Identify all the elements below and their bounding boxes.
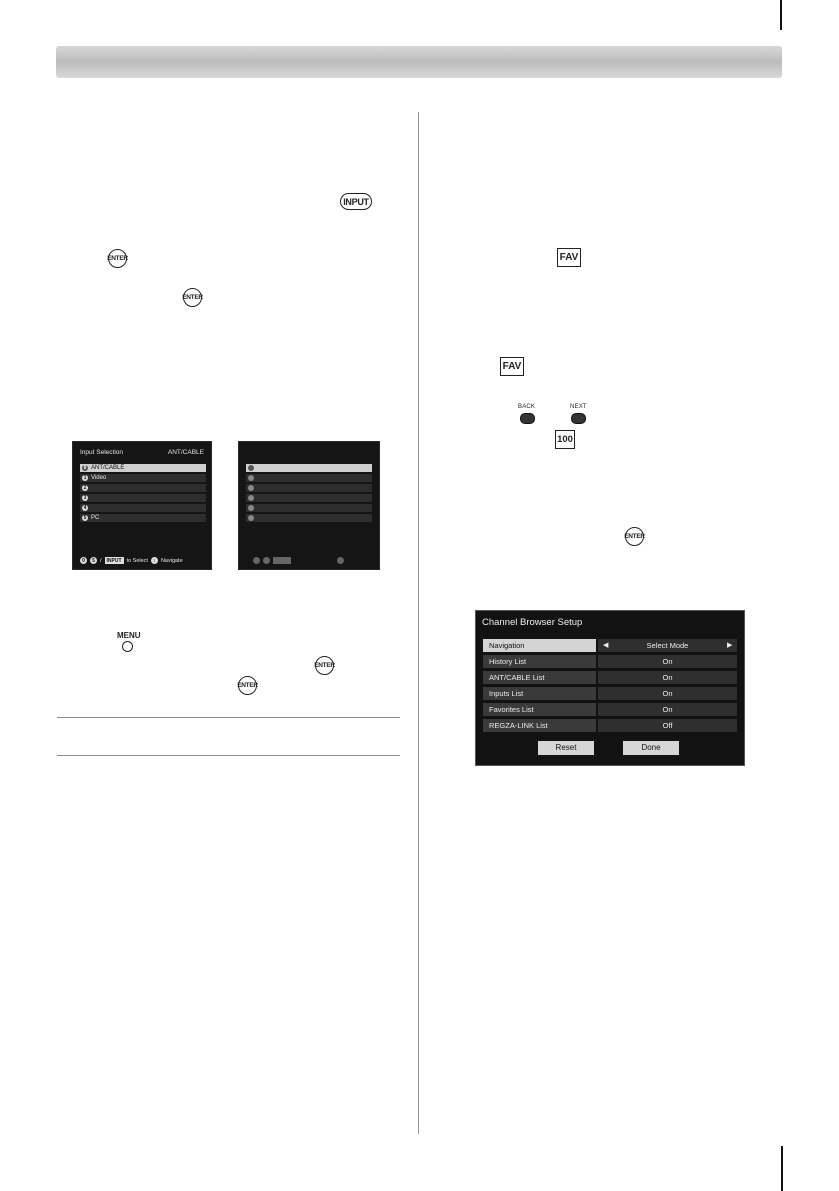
key-5-icon: 5 — [90, 557, 97, 564]
menu-button-icon — [122, 641, 133, 652]
fav-button-icon: FAV — [500, 357, 524, 376]
input-item[interactable] — [246, 504, 372, 512]
input-selection-screen-alt — [238, 441, 380, 570]
footer-navigate-text: Navigate — [160, 557, 183, 564]
screen-footer — [253, 557, 344, 564]
input-item[interactable] — [246, 464, 372, 472]
cbs-row-label: Navigation — [483, 639, 596, 652]
cbs-row-label: REGZA-LINK List — [483, 719, 596, 732]
input-button-icon: INPUT — [340, 193, 372, 210]
input-item[interactable] — [246, 474, 372, 482]
input-number: 4 — [83, 504, 87, 511]
input-number: 0 — [83, 464, 87, 471]
input-item[interactable] — [80, 514, 206, 522]
page-edge-mark — [781, 1146, 783, 1191]
fav-button-icon: FAV — [557, 248, 581, 267]
input-selection-screen — [72, 441, 212, 570]
page-header-bar — [56, 46, 782, 78]
cbs-row-label: ANT/CABLE List — [483, 671, 596, 684]
input-item[interactable] — [80, 494, 206, 502]
crop-mark — [780, 0, 782, 30]
cbs-row-value: Off — [598, 719, 737, 732]
input-label: Video — [91, 475, 107, 481]
input-marker — [248, 505, 254, 511]
done-button[interactable]: Done — [623, 741, 679, 755]
input-number: 5 — [83, 514, 87, 521]
left-arrow-icon[interactable]: ◀ — [603, 642, 609, 649]
input-marker — [248, 475, 254, 481]
cbs-row-label: Favorites List — [483, 703, 596, 716]
input-marker — [248, 465, 254, 471]
cbs-row-value: On — [598, 671, 737, 684]
next-label: NEXT — [570, 404, 587, 410]
cbs-row-label: History List — [483, 655, 596, 668]
cbs-row-regza-link[interactable] — [483, 719, 737, 732]
cbs-row-antcable[interactable] — [483, 671, 737, 684]
screen-title: Input Selection — [80, 449, 124, 456]
cbs-row-value: On — [598, 687, 737, 700]
input-item[interactable] — [80, 504, 206, 512]
channel-browser-setup-screen — [475, 610, 745, 766]
cbs-title: Channel Browser Setup — [482, 617, 583, 628]
input-item[interactable] — [80, 464, 206, 472]
navigate-arrows-icon: ↕ — [151, 557, 158, 564]
rule-top — [57, 717, 400, 718]
footer-separator: / — [100, 557, 102, 564]
input-item[interactable] — [80, 474, 206, 482]
cbs-row-inputs[interactable] — [483, 687, 737, 700]
cbs-row-favorites[interactable] — [483, 703, 737, 716]
key-icon — [273, 557, 291, 564]
key-icon — [263, 557, 270, 564]
input-item[interactable] — [246, 514, 372, 522]
input-item[interactable] — [246, 494, 372, 502]
cbs-row-label: Inputs List — [483, 687, 596, 700]
rule-bottom — [57, 755, 400, 756]
footer-select-text: to Select — [126, 557, 148, 564]
enter-button-icon: ENTER — [183, 288, 202, 307]
input-marker — [248, 495, 254, 501]
cbs-row-navigation[interactable] — [483, 639, 737, 652]
back-label: BACK — [518, 404, 536, 410]
key-icon — [253, 557, 260, 564]
input-key-icon: INPUT — [106, 557, 122, 564]
reset-button[interactable]: Reset — [538, 741, 594, 755]
enter-button-icon: ENTER — [108, 249, 127, 268]
current-input: ANT/CABLE — [167, 449, 204, 456]
enter-button-icon: ENTER — [238, 676, 257, 695]
right-arrow-icon[interactable]: ▶ — [727, 642, 733, 649]
input-number: 1 — [83, 474, 87, 481]
cbs-row-value: Select Mode — [598, 639, 737, 652]
column-divider — [418, 112, 419, 1134]
cbs-row-value: On — [598, 655, 737, 668]
input-number: 2 — [83, 484, 87, 491]
navigate-arrows-icon — [337, 557, 344, 564]
back-button-icon — [520, 413, 535, 424]
input-marker — [248, 485, 254, 491]
cbs-row-history[interactable] — [483, 655, 737, 668]
enter-button-icon: ENTER — [625, 527, 644, 546]
input-label: PC — [91, 515, 100, 521]
input-number: 3 — [83, 494, 87, 501]
menu-label: MENU — [117, 631, 141, 640]
enter-button-icon: ENTER — [315, 656, 334, 675]
next-button-icon — [571, 413, 586, 424]
screen-footer — [80, 557, 183, 564]
input-item[interactable] — [246, 484, 372, 492]
input-item[interactable] — [80, 484, 206, 492]
hundred-button-icon: 100 — [555, 430, 575, 449]
key-0-icon: 0 — [80, 557, 87, 564]
input-marker — [248, 515, 254, 521]
cbs-row-value: On — [598, 703, 737, 716]
input-label: ANT/CABLE — [91, 465, 125, 471]
